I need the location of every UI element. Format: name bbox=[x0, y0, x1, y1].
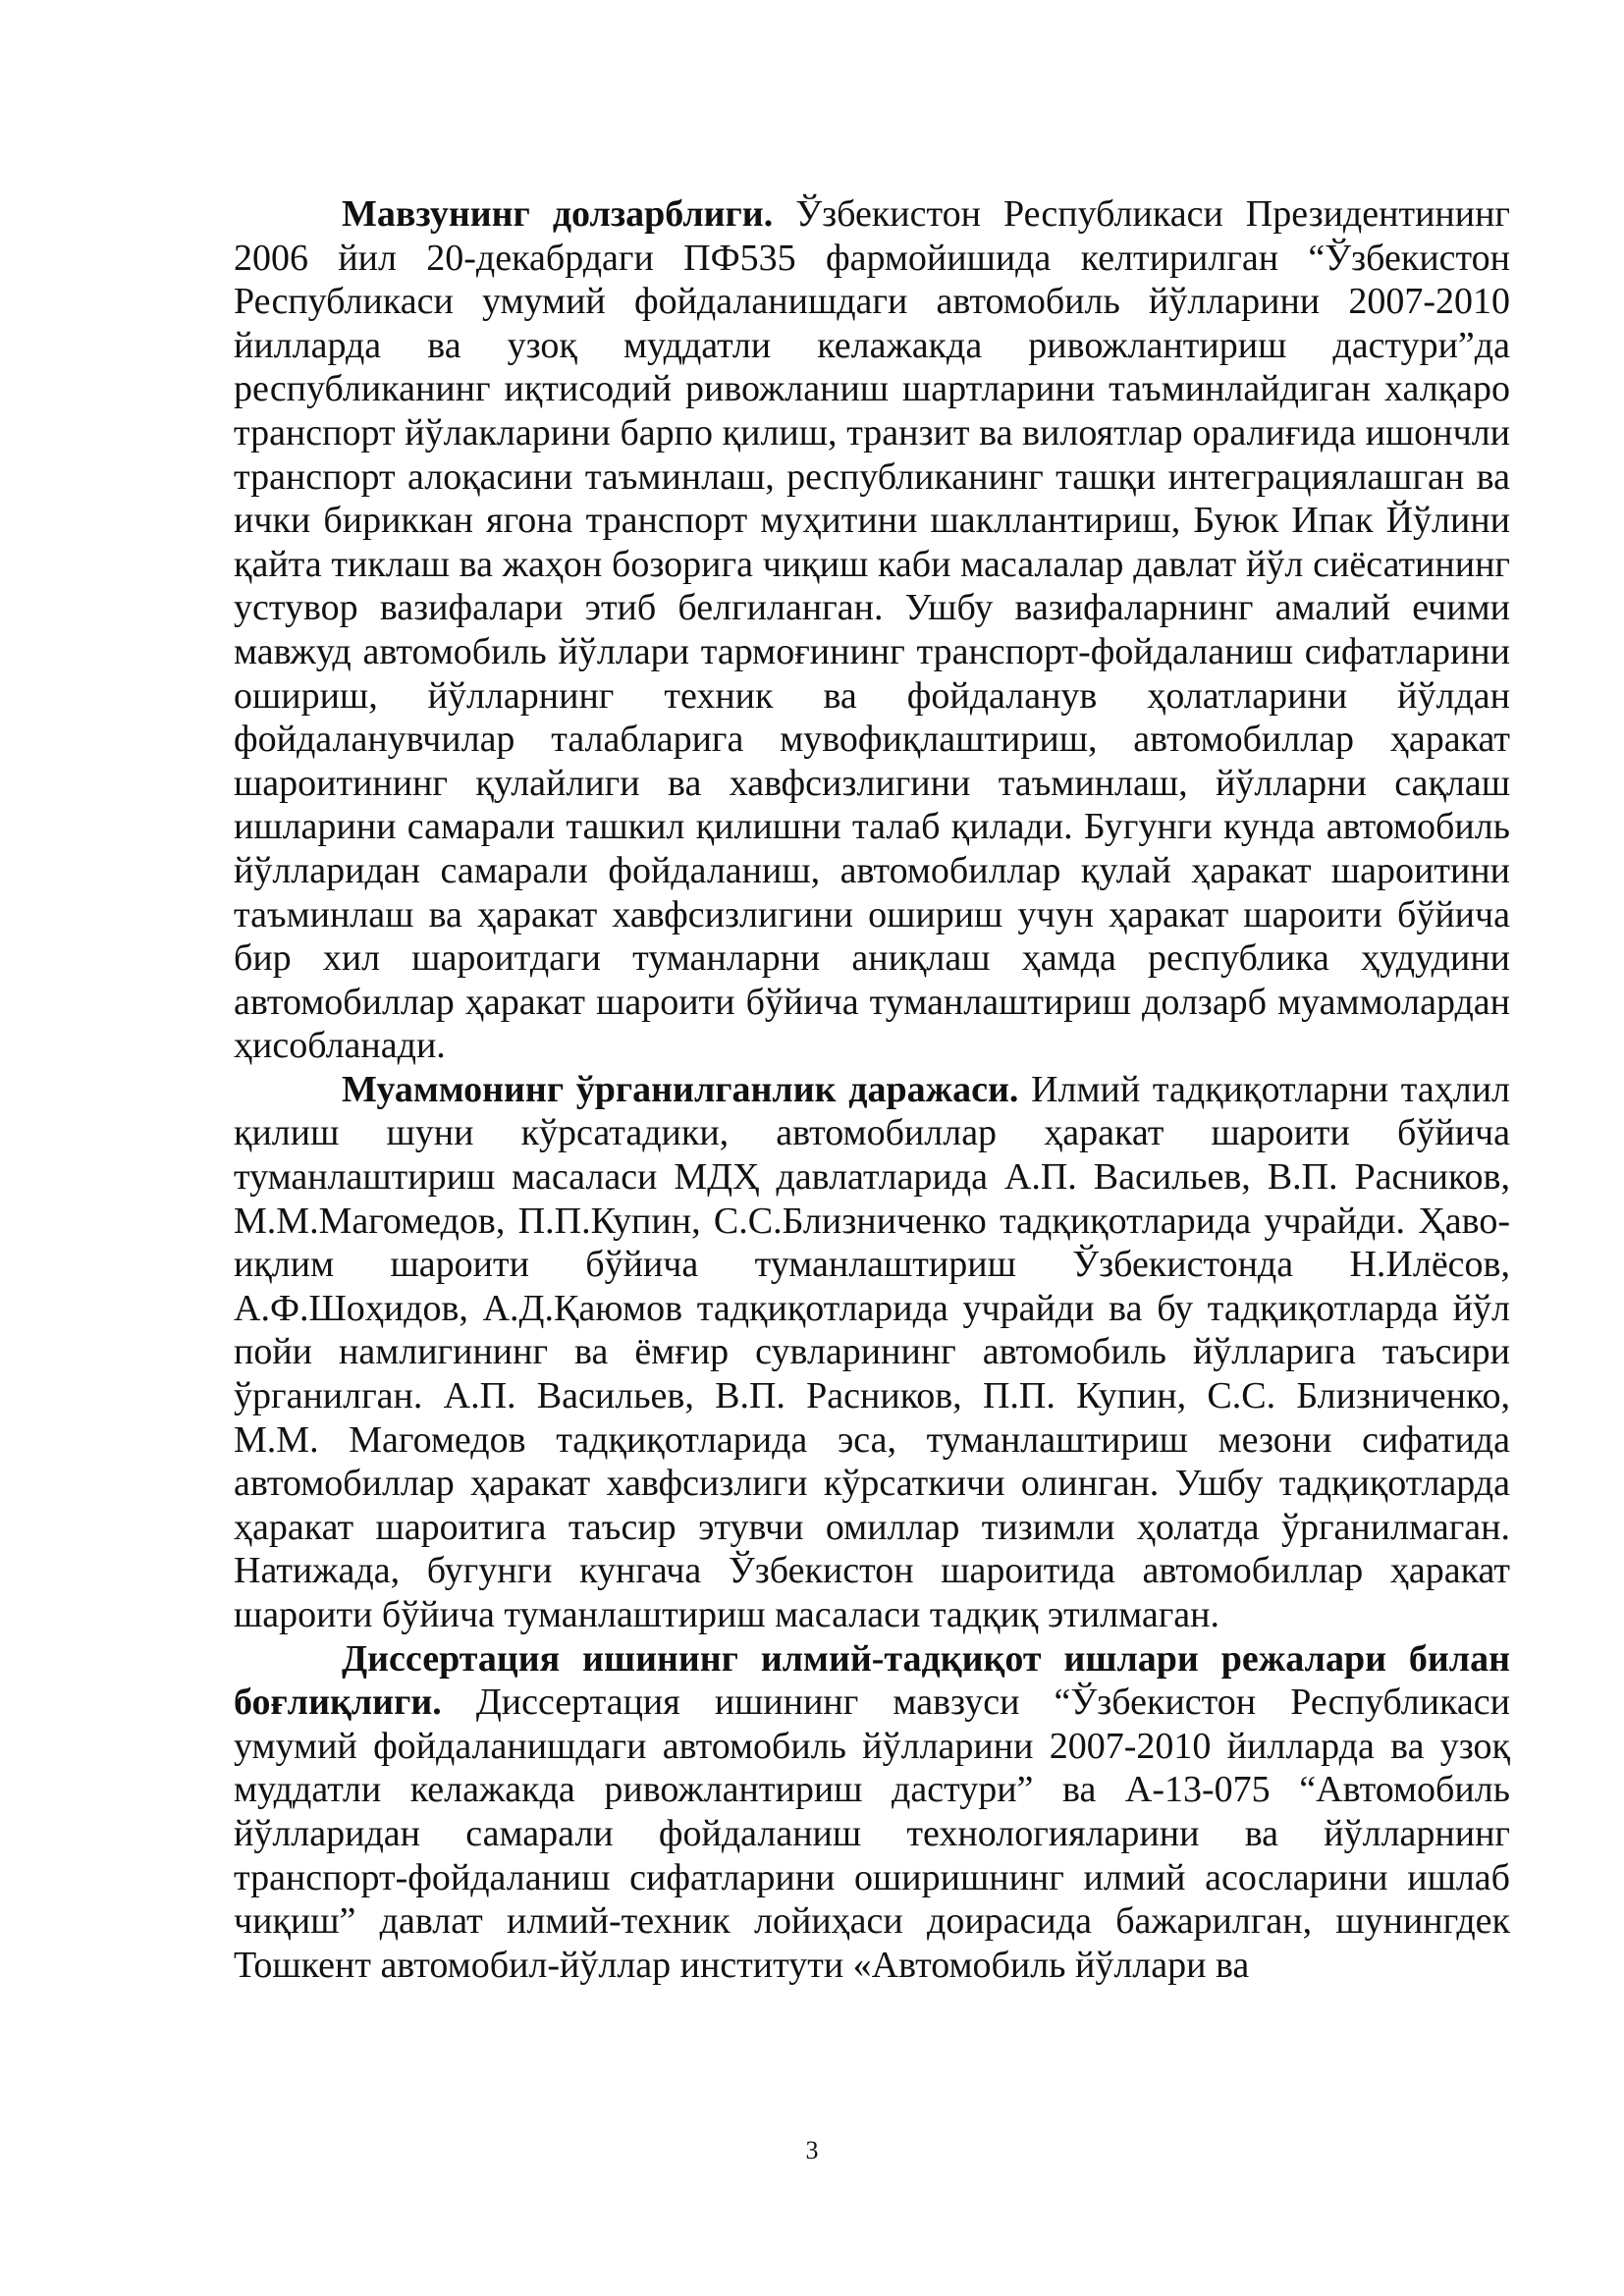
paragraph-heading: Муаммонинг ўрганилганлик даражаси. bbox=[342, 1068, 1019, 1110]
paragraph-heading: Диссертация ишининг илмий-тадқиқот ишлари режалари билан боғлиқлиги. bbox=[234, 1637, 1510, 1724]
page-number: 3 bbox=[805, 2136, 819, 2164]
paragraph-text: Илмий тадқиқотларни таҳлил қилиш шуни кўрсатадики, автомобиллар ҳаракат шароити бўйича туманлаштириш масаласи МДҲ давлатларида А.П. Васильев, В.П. Расников, М.М.Магомедов, П.П.Купин, С.С.Близниченко тадқиқотларида учрайди. Ҳаво-иқлим шароити бўйича туманлаштириш Ўзбекистонда Н.Илёсов, А.Ф.Шоҳидов, А.Д.Қаюмов тадқиқотларида учрайди ва бу тадқиқотларда йўл пойи намлигининг ва ёмғир сувларининг автомобиль йўлларига таъсири ўрганилган. А.П. Васильев, В.П. Расников, П.П. Купин, С.С. Близниченко, М.М. Магомедов тадқиқотларида эса, туманлаштириш мезони сифатида автомобиллар ҳаракат хавфсизлиги кўрсаткичи олинган. Ушбу тадқиқотларда ҳаракат шароитига таъсир этувчи омиллар тизимли ҳолатда ўрганилмаган. Натижада, бугунги кунгача Ўзбекистон шароитида автомобиллар ҳаракат шароити бўйича туманлаштириш масаласи тадқиқ этилмаган. bbox=[234, 1068, 1511, 1635]
document-page bbox=[234, 192, 1510, 1987]
paragraph-study-level bbox=[234, 1068, 1510, 1637]
paragraph-heading: Мавзунинг долзарблиги. bbox=[342, 193, 774, 235]
paragraph-text: Диссертация ишининг мавзуси “Ўзбекистон Республикаси умумий фойдаланишдаги автомобиль йўлларини 2007-2010 йилларда ва узоқ муддатли келажакда ривожлантириш дастури” ва А-13-075 “Автомобиль йўлларидан самарали фойдаланиш технологияларини ва йўлларнинг транспорт-фойдаланиш сифатларини оширишнинг илмий асосларини ишлаб чиқиш” давлат илмий-техник лойиҳаси доирасида бажарилган, шунингдек Тошкент автомобил-йўллар институти «Автомобиль йўллари ва bbox=[234, 1682, 1510, 1986]
paragraph-research-plans bbox=[234, 1637, 1510, 1988]
paragraph-relevance bbox=[234, 192, 1510, 1068]
paragraph-text: Ўзбекистон Республикаси Президентининг 2006 йил 20-декабрдаги ПФ535 фармойишида келтирилган “Ўзбекистон Республикаси умумий фойдаланишдаги автомобиль йўлларини 2007-2010 йилларда ва узоқ муддатли келажакда ривожлантириш дастури”да республиканинг иқтисодий ривожланиш шартларини таъминлайдиган халқаро транспорт йўлакларини барпо қилиш, транзит ва вилоятлар оралиғида ишончли транспорт алоқасини таъминлаш, республиканинг ташқи интеграциялашган ва ички бириккан ягона транспорт муҳитини шакллантириш, Буюк Ипак Йўлини қайта тиклаш ва жаҳон бозорига чиқиш каби масалалар давлат йўл сиёсатининг устувор вазифалари этиб белгиланган. Ушбу вазифаларнинг амалий ечими мавжуд автомобиль йўллари тармоғининг транспорт-фойдаланиш сифатларини ошириш, йўлларнинг техник ва фойдаланув ҳолатларини йўлдан фойдаланувчилар талабларига мувофиқлаштириш, автомобиллар ҳаракат шароитининг қулайлиги ва хавфсизлигини таъминлаш, йўлларни сақлаш ишларини самарали ташкил қилишни талаб қилади. Бугунги кунда автомобиль йўлларидан самарали фойдаланиш, автомобиллар қулай ҳаракат шароитини таъминлаш ва ҳаракат хавфсизлигини ошириш учун ҳаракат шароити бўйича бир хил шароитдаги туманларни аниқлаш ҳамда республика ҳудудини автомобиллар ҳаракат шароити бўйича туманлаштириш долзарб муаммолардан ҳисобланади. bbox=[234, 193, 1510, 1067]
